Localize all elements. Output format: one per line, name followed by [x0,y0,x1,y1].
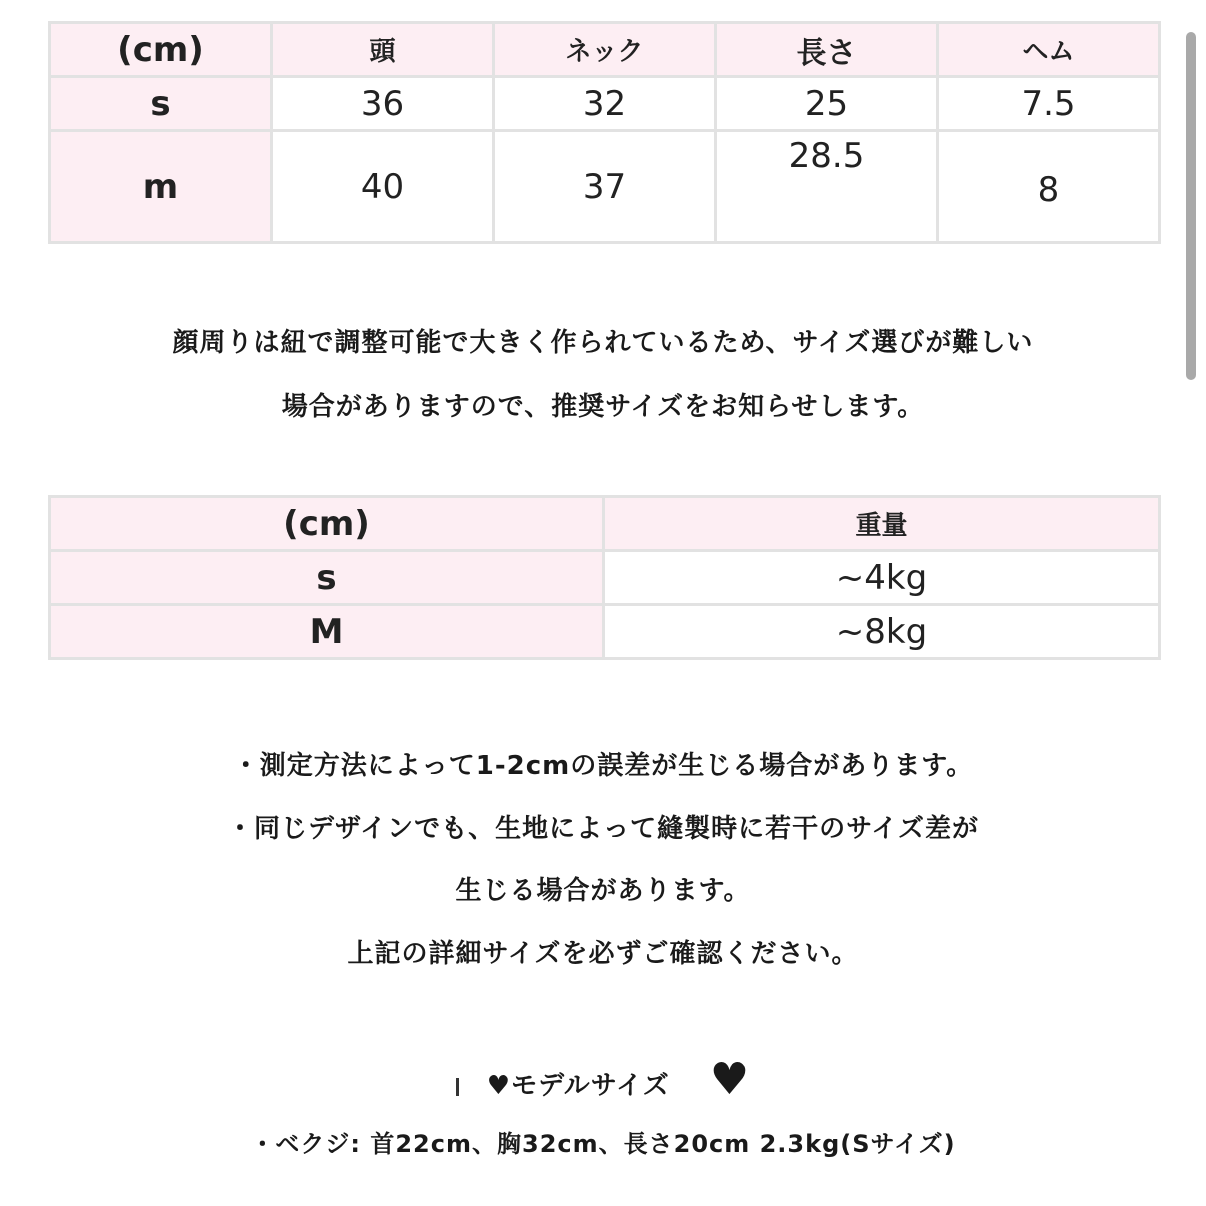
note-line-2: ・同じデザインでも、生地によって縫製時に若干のサイズ差が [226,814,980,844]
divider-mark [456,1078,459,1096]
weight-value: ~4kg [604,551,1160,605]
table-row [50,131,1160,243]
neck-value: 37 [494,131,716,243]
hem-value: 8 [938,131,1160,243]
weight-table-header-row [50,497,1160,551]
model-heading: ♥モデルサイズ [486,1071,670,1101]
size-table [48,21,1161,244]
length-value: 25 [716,77,938,131]
model-info: ・ベクジ: 首22cm、胸32cm、長さ20cm 2.3kg(Sサイズ) [250,1130,956,1158]
size-label: m [50,131,272,243]
size-label: s [50,551,604,605]
hem-header: ヘム [938,23,1160,77]
table-row [50,551,1160,605]
length-value: 28.5 [716,131,938,243]
head-header: 頭 [272,23,494,77]
heart-icon: ♥ [709,1054,751,1105]
table-row [50,77,1160,131]
head-value: 40 [272,131,494,243]
unit-header: (cm) [50,497,604,551]
length-header: 長さ [716,23,938,77]
neck-header: ネック [494,23,716,77]
note-line-4: 上記の詳細サイズを必ずご確認ください。 [347,939,859,969]
note-line-1: ・測定方法によって1-2cmの誤差が生じる場合があります。 [232,751,974,781]
size-label: s [50,77,272,131]
weight-table [48,495,1161,660]
size-label: M [50,605,604,659]
fit-note-line-2: 場合がありますので、推奨サイズをお知らせします。 [281,392,925,422]
scrollbar[interactable] [1186,32,1196,380]
unit-header: (cm) [50,23,272,77]
size-table-header-row [50,23,1160,77]
hem-value: 7.5 [938,77,1160,131]
weight-value: ~8kg [604,605,1160,659]
neck-value: 32 [494,77,716,131]
model-heading-row [0,1054,1206,1105]
table-row [50,605,1160,659]
head-value: 36 [272,77,494,131]
weight-header: 重量 [604,497,1160,551]
fit-note-line-1: 顔周りは紐で調整可能で大きく作られているため、サイズ選びが難しい [172,328,1034,358]
note-line-3: 生じる場合があります。 [455,876,751,906]
